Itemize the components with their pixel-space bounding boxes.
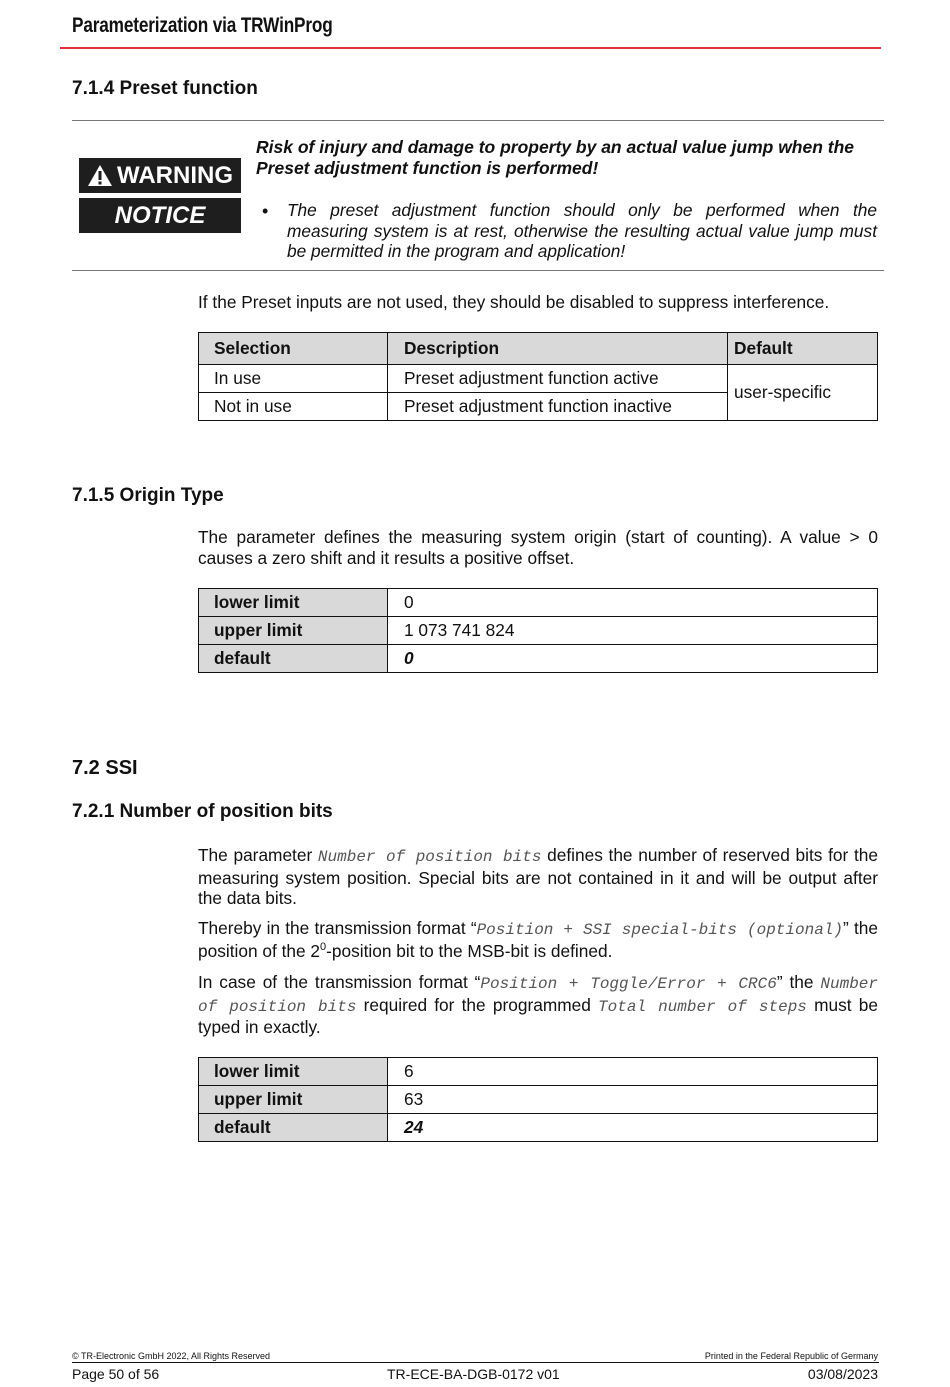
- table-cell: 63: [388, 1086, 878, 1114]
- text-run: ” the: [776, 972, 821, 992]
- running-header: Parameterization via TRWinProg: [72, 14, 333, 37]
- table-cell: Not in use: [199, 393, 388, 421]
- table-header-row: [199, 333, 878, 365]
- table-row: [199, 645, 878, 673]
- table-row: [199, 1058, 878, 1086]
- table-cell: Preset adjustment function active: [388, 365, 728, 393]
- footer-divider: [72, 1362, 879, 1363]
- parameter-name: Total number of steps: [598, 997, 807, 1016]
- warning-top-rule: [72, 120, 884, 121]
- bullet-icon: •: [262, 201, 269, 221]
- text-run: defines the number of reserved bits for the measuring system position. Special bits are not contained in it and will be output after the data bits.: [198, 845, 878, 909]
- heading-preset-function: 7.1.4 Preset function: [72, 78, 258, 99]
- table-cell-label: lower limit: [199, 589, 388, 617]
- table-row: [199, 1114, 878, 1142]
- table-cell: In use: [199, 365, 388, 393]
- footer-page-number: Page 50 of 56: [72, 1366, 160, 1382]
- table-cell: 6: [388, 1058, 878, 1086]
- table-cell-label: default: [199, 645, 388, 673]
- footer-copyright: © TR-Electronic GmbH 2022, All Rights Reserved: [72, 1351, 271, 1361]
- text-run: In case of the transmission format “: [198, 972, 481, 992]
- format-name: Position + SSI special-bits (optional): [476, 921, 844, 939]
- text-run: ” the position of the 2: [198, 918, 878, 961]
- notice-badge: [79, 198, 241, 233]
- warning-text: The preset adjustment function should only be performed when the measuring system is at rest, otherwise the resulting actual value jump must be permitted in the program and application!: [287, 200, 877, 261]
- origin-limits-table: [198, 588, 878, 673]
- heading-origin-type: 7.1.5 Origin Type: [72, 485, 224, 506]
- table-cell: 0: [388, 645, 878, 673]
- table-cell-label: upper limit: [199, 1086, 388, 1114]
- preset-table: [198, 332, 878, 421]
- position-bits-limits-table: [198, 1057, 878, 1142]
- origin-text: The parameter defines the measuring system origin (start of counting). A value > 0 causes a zero shift and it results a positive offset.: [198, 527, 878, 568]
- heading-number-of-position-bits: 7.2.1 Number of position bits: [72, 801, 333, 822]
- warning-triangle-icon: [87, 164, 113, 187]
- position-bits-para-1: [198, 845, 878, 909]
- column-header: Selection: [199, 333, 388, 365]
- table-row: [199, 617, 878, 645]
- column-header: Default: [728, 333, 878, 365]
- text-run: required for the programmed: [356, 994, 599, 1015]
- table-cell-label: default: [199, 1114, 388, 1142]
- table-cell: Preset adjustment function inactive: [388, 393, 728, 421]
- column-header: Description: [388, 333, 728, 365]
- table-cell: 24: [388, 1114, 878, 1142]
- table-row: [199, 589, 878, 617]
- position-bits-para-3: [198, 972, 878, 1038]
- format-name: Position + Toggle/Error + CRC6: [480, 975, 777, 993]
- parameter-name: Number of position bits: [317, 848, 542, 866]
- position-bits-para-2: [198, 918, 878, 961]
- warning-badge: [79, 158, 241, 193]
- text-run: Thereby in the transmission format “: [198, 918, 477, 938]
- header-divider: [60, 47, 881, 49]
- superscript: 0: [320, 940, 327, 953]
- table-cell-default: user-specific: [728, 365, 878, 421]
- table-row: [199, 365, 878, 393]
- table-cell-label: lower limit: [199, 1058, 388, 1086]
- table-cell-label: upper limit: [199, 617, 388, 645]
- warning-title: Risk of injury and damage to property by an actual value jump when the Preset adjustment function is performed!: [256, 137, 855, 178]
- text-run: -position bit to the MSB-bit is defined.: [326, 940, 613, 961]
- table-cell: 1 073 741 824: [388, 617, 878, 645]
- parameter-name: Number of position bits: [198, 975, 878, 1016]
- text-run: The parameter: [198, 845, 318, 865]
- heading-ssi: 7.2 SSI: [72, 757, 138, 779]
- table-row: [199, 1086, 878, 1114]
- warning-label: WARNING: [117, 161, 233, 189]
- footer-date: 03/08/2023: [807, 1366, 878, 1382]
- notice-label: NOTICE: [114, 201, 206, 229]
- footer-document-id: TR-ECE-BA-DGB-0172 v01: [387, 1366, 560, 1382]
- text-run: must be typed in exactly.: [198, 994, 878, 1038]
- footer-printed: Printed in the Federal Republic of Germany: [704, 1351, 878, 1361]
- warning-bottom-rule: [72, 270, 884, 271]
- preset-intro: If the Preset inputs are not used, they should be disabled to suppress interference.: [198, 292, 830, 312]
- table-cell: 0: [388, 589, 878, 617]
